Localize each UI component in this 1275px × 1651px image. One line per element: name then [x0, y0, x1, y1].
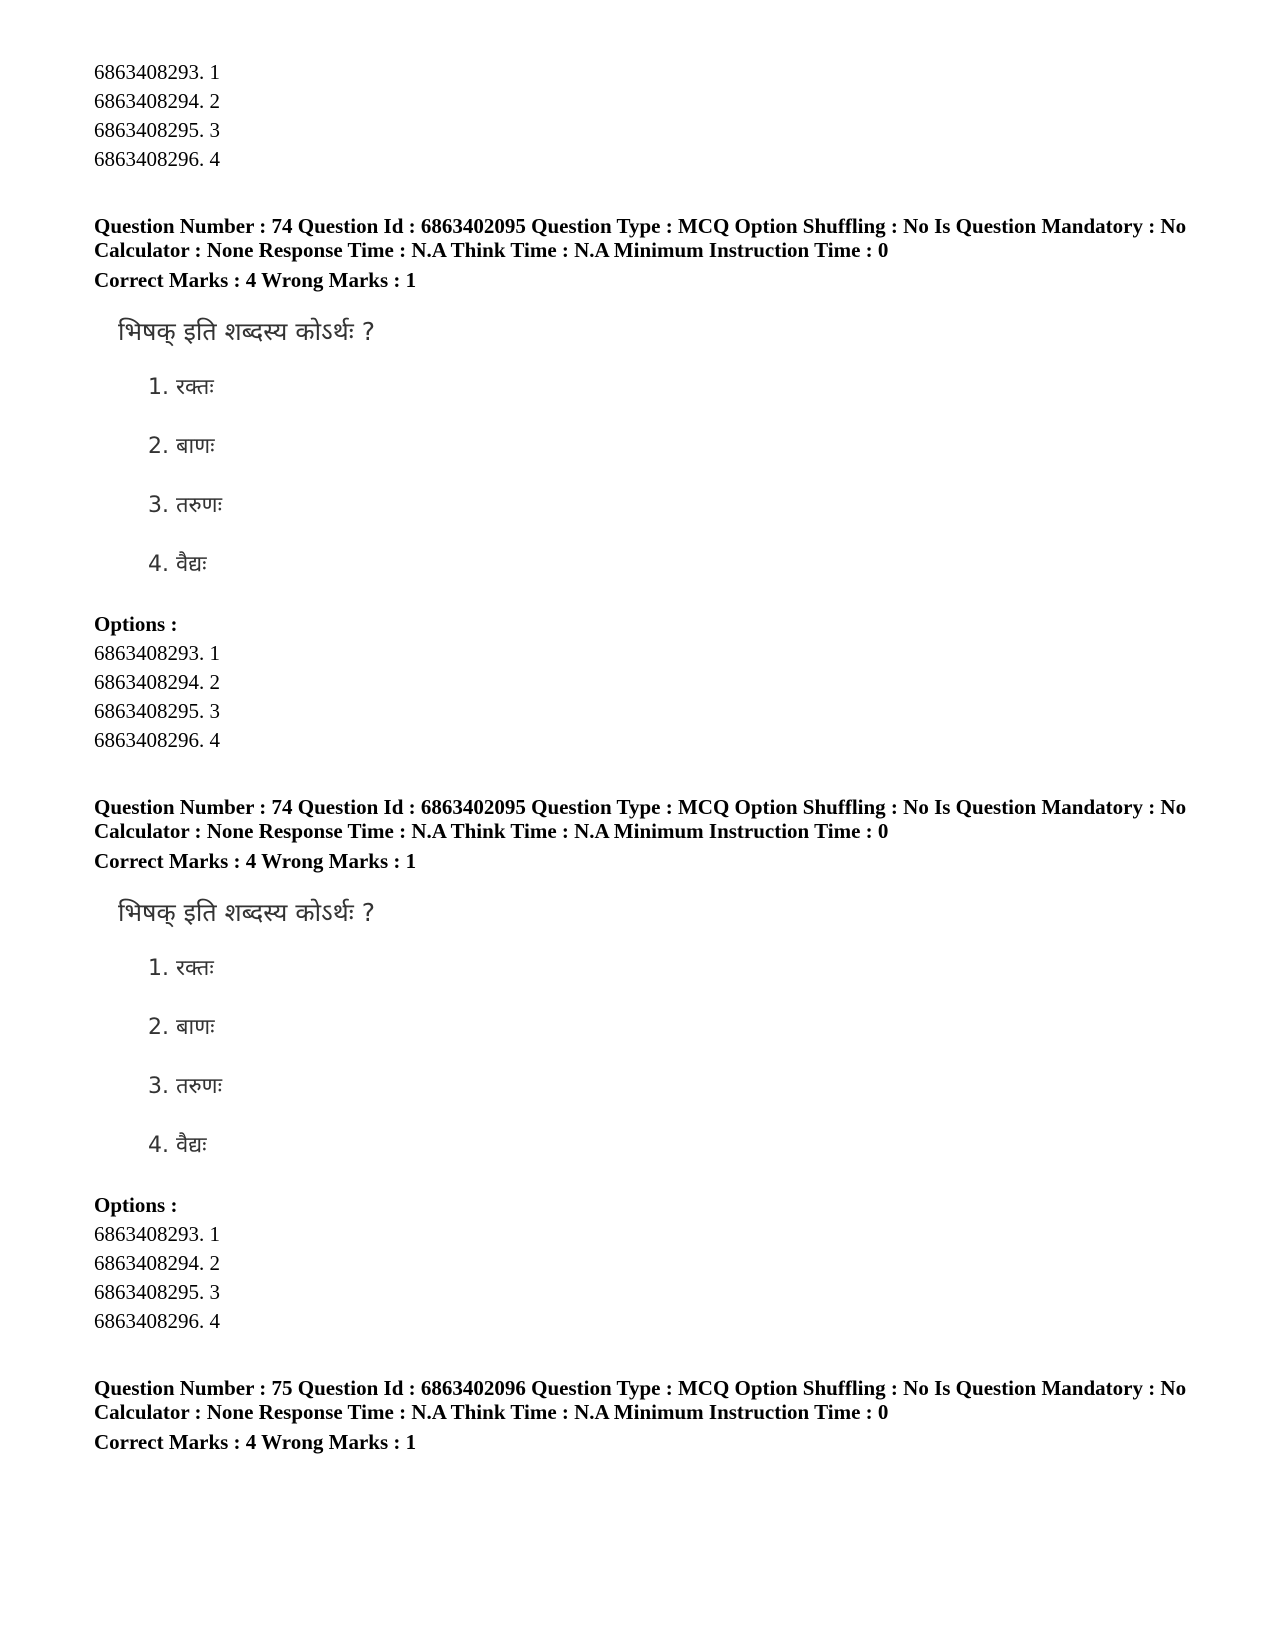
option-line: 6863408295. 3 — [94, 1280, 220, 1304]
option-line: 6863408293. 1 — [94, 641, 220, 665]
option-line: 6863408295. 3 — [94, 699, 220, 723]
option-line: 6863408293. 1 — [94, 60, 220, 84]
options-label: Options : — [94, 1193, 178, 1217]
question-choice: 3. तरुणः — [148, 1074, 223, 1099]
question-block — [94, 795, 1194, 1336]
question-choice: 3. तरुणः — [148, 493, 223, 518]
option-line: 6863408294. 2 — [94, 89, 220, 113]
question-text: भिषक् इति शब्दस्य कोऽर्थः ? — [118, 898, 375, 927]
document-page — [94, 58, 1194, 1457]
top-options-list — [94, 58, 1194, 174]
option-line: 6863408293. 1 — [94, 1222, 220, 1246]
question-choice: 2. बाणः — [148, 1015, 215, 1040]
question-text: भिषक् इति शब्दस्य कोऽर्थः ? — [118, 317, 375, 346]
question-block — [94, 1376, 1194, 1457]
question-meta: Question Number : 74 Question Id : 6863402095 Question Type : MCQ Option Shuffling : No Is Question Mandatory : No Calculator : None Response Time : N.A Think Time : N.A Minimum Instruction Time : 0 — [94, 214, 1187, 262]
option-line: 6863408296. 4 — [94, 728, 220, 752]
question-marks: Correct Marks : 4 Wrong Marks : 1 — [94, 1430, 417, 1454]
question-choice: 1. रक्तः — [148, 375, 214, 400]
question-choice: 2. बाणः — [148, 434, 215, 459]
question-image — [118, 896, 1194, 1163]
question-marks: Correct Marks : 4 Wrong Marks : 1 — [94, 268, 417, 292]
question-choice: 4. वैद्यः — [148, 1133, 207, 1158]
question-choice: 4. वैद्यः — [148, 552, 207, 577]
option-line: 6863408296. 4 — [94, 1309, 220, 1333]
option-line: 6863408296. 4 — [94, 147, 220, 171]
option-line: 6863408294. 2 — [94, 1251, 220, 1275]
question-image — [118, 315, 1194, 582]
question-marks: Correct Marks : 4 Wrong Marks : 1 — [94, 849, 417, 873]
question-block — [94, 214, 1194, 755]
question-choice: 1. रक्तः — [148, 956, 214, 981]
option-line: 6863408295. 3 — [94, 118, 220, 142]
question-meta: Question Number : 74 Question Id : 6863402095 Question Type : MCQ Option Shuffling : No Is Question Mandatory : No Calculator : None Response Time : N.A Think Time : N.A Minimum Instruction Time : 0 — [94, 795, 1187, 843]
options-label: Options : — [94, 612, 178, 636]
question-meta: Question Number : 75 Question Id : 6863402096 Question Type : MCQ Option Shuffling : No Is Question Mandatory : No Calculator : None Response Time : N.A Think Time : N.A Minimum Instruction Time : 0 — [94, 1376, 1187, 1424]
option-line: 6863408294. 2 — [94, 670, 220, 694]
